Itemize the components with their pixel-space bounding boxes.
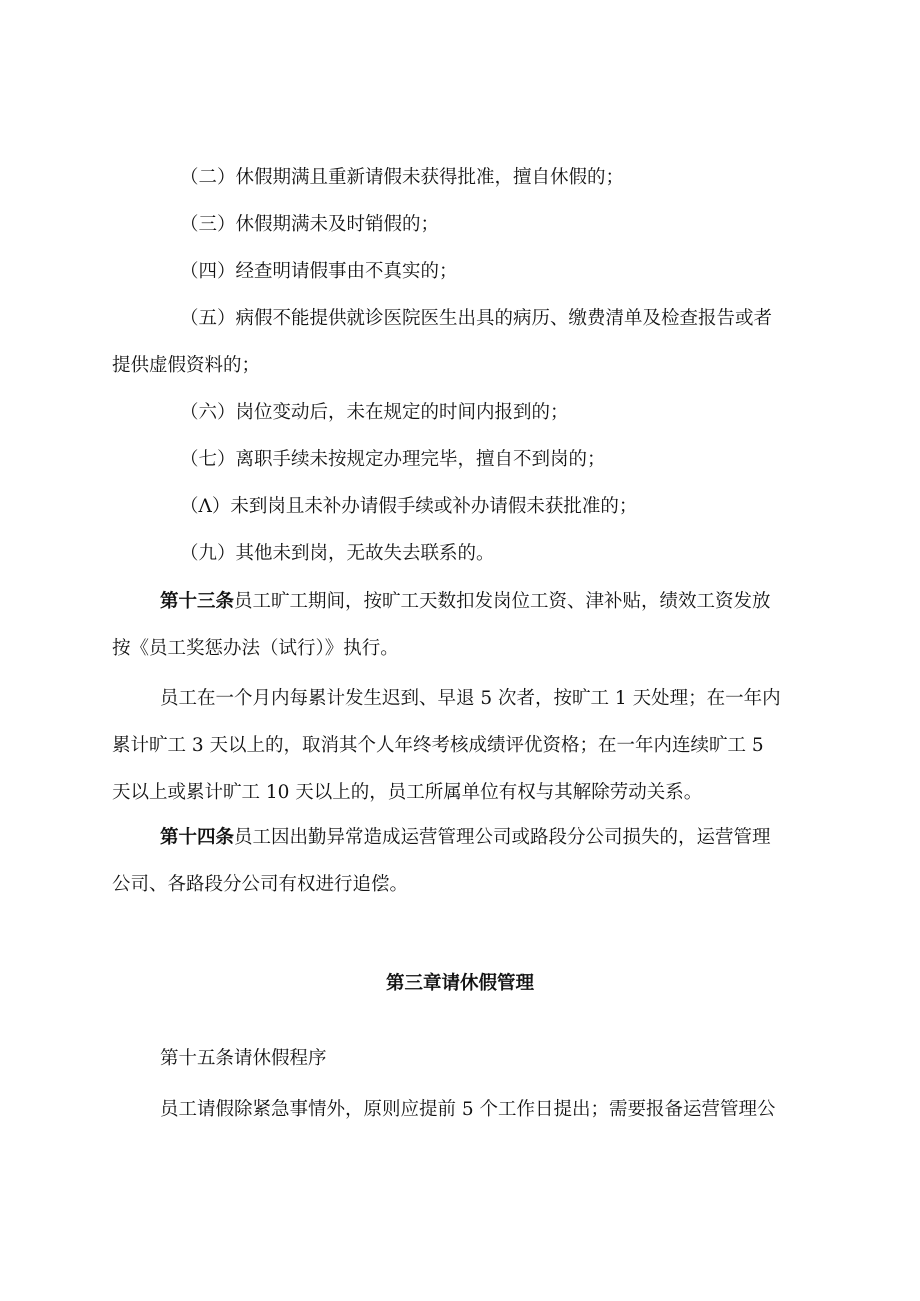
article-14-continuation: 公司、各路段分公司有权进行追偿。	[112, 874, 409, 895]
article-13-continuation: 按《员工奖惩办法（试行）》执行。	[112, 638, 399, 659]
article-15-title: 第十五条请休假程序	[160, 1048, 327, 1069]
list-item: （四）经查明请假事由不真实的；	[180, 261, 458, 282]
list-item: （五）病假不能提供就诊医院医生出具的病历、缴费清单及检查报告或者	[180, 308, 773, 329]
article-14-label: 第十四条	[160, 827, 235, 848]
list-item-continuation: 提供虚假资料的；	[112, 355, 261, 376]
list-item: （六）岗位变动后，未在规定的时间内报到的；	[180, 402, 569, 423]
absence-paragraph-line: 天以上或累计旷工 10 天以上的，员工所属单位有权与其解除劳动关系。	[112, 782, 703, 803]
chapter-title: 第三章请休假管理	[385, 973, 534, 994]
list-item: （Λ）未到岗且未补办请假手续或补办请假未获批准的；	[180, 496, 638, 517]
article-15-text: 员工请假除紧急事情外，原则应提前 5 个工作日提出；需要报备运营管理公	[160, 1099, 776, 1120]
article-14-paragraph	[160, 826, 771, 850]
list-item: （二）休假期满且重新请假未获得批准，擅自休假的；	[180, 167, 625, 188]
article-13-label: 第十三条	[160, 591, 235, 612]
list-item: （九）其他未到岗，无故失去联系的。	[180, 543, 495, 564]
absence-paragraph-line: 员工在一个月内每累计发生迟到、早退 5 次者，按旷工 1 天处理；在一年内	[160, 688, 781, 709]
list-item: （七）离职手续未按规定办理完毕，擅自不到岗的；	[180, 449, 606, 470]
article-13-paragraph	[160, 590, 771, 614]
article-14-text: 员工因出勤异常造成运营管理公司或路段分公司损失的，运营管理	[234, 827, 771, 848]
article-13-text: 员工旷工期间，按旷工天数扣发岗位工资、津补贴，绩效工资发放	[234, 591, 771, 612]
list-item: （三）休假期满未及时销假的；	[180, 214, 440, 235]
absence-paragraph-line: 累计旷工 3 天以上的，取消其个人年终考核成绩评优资格；在一年内连续旷工 5	[112, 735, 764, 756]
